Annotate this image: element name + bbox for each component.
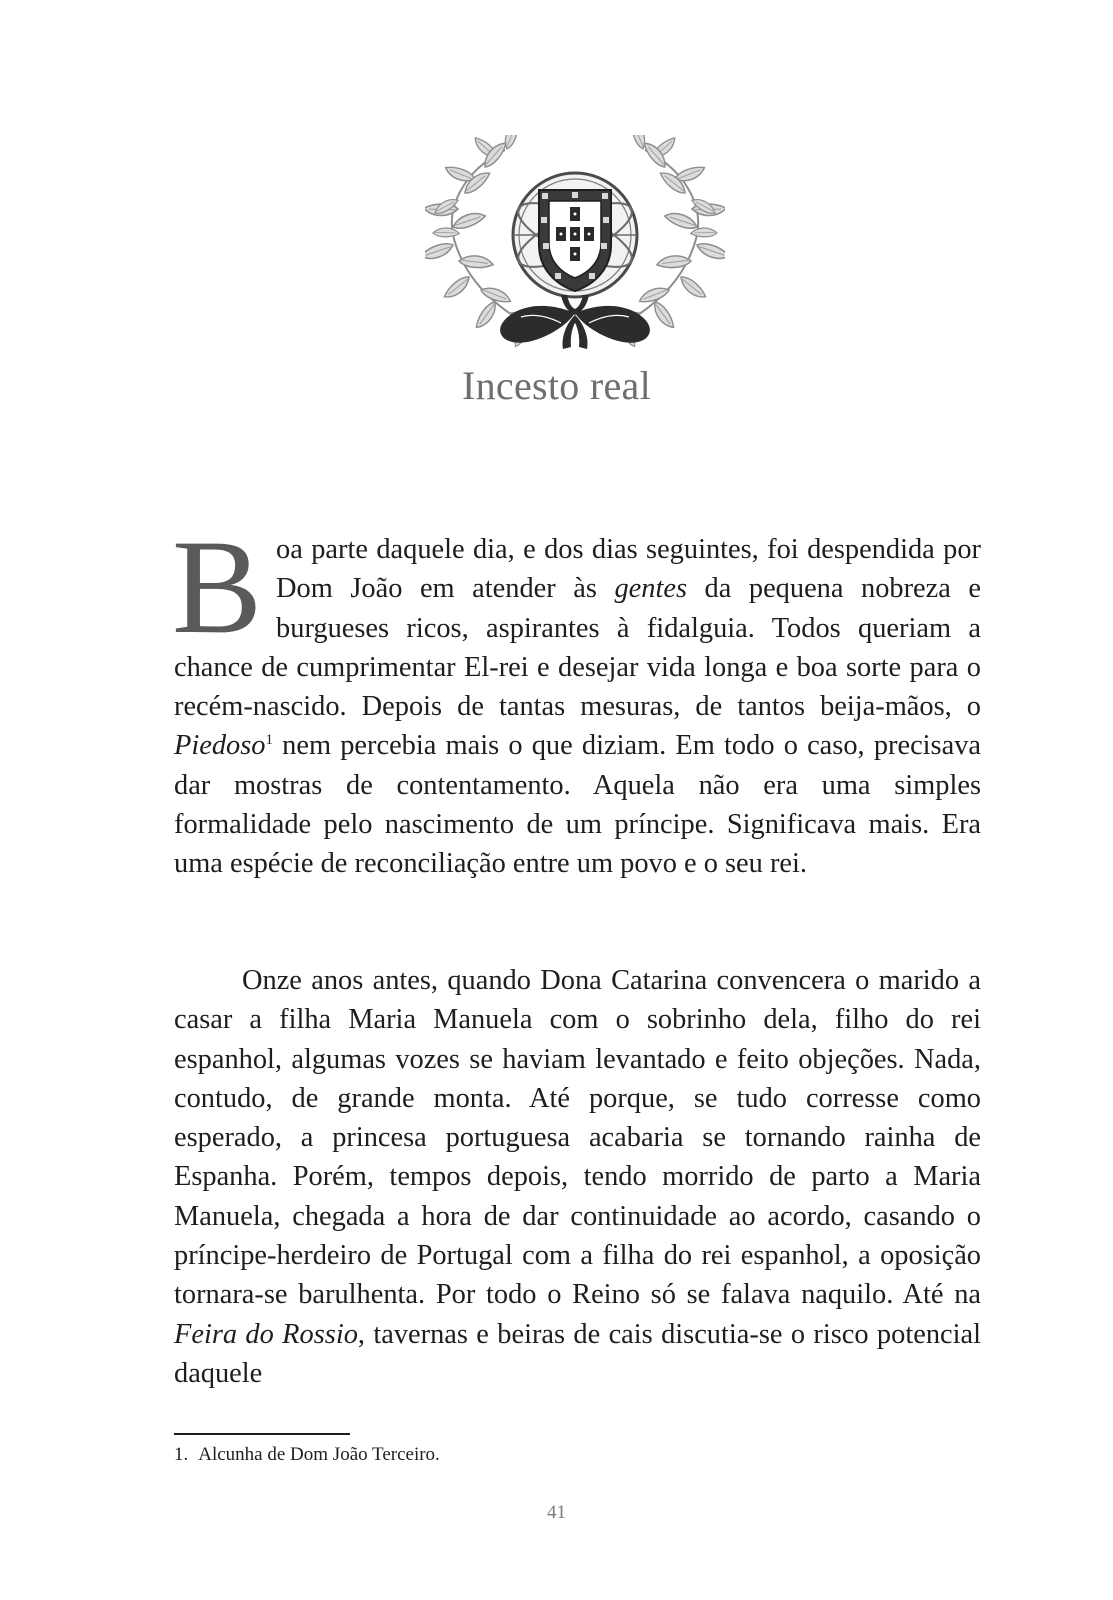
drop-cap-letter: B [172,513,263,662]
chapter-title: Incesto real [461,363,652,408]
italic-term: Feira do Rossio [174,1318,358,1350]
body-paragraph-1 [172,513,982,884]
paragraph-text: Onze anos antes, quando Dona Catarina convencera o marido a casar a filha Maria Manuela com o sobrinho dela, filho do rei espanhol, algumas vozes se haviam levantado e feito objeções. Nada, contudo, de grande monta. Até porque, se tudo corresse como esperado, a princesa portuguesa acabaria se tornando rainha de Espanha. Porém, tempos depois, tendo morrido de parto a Maria Manuela, chegada a hora de dar continuidade ao acordo, casando o príncipe-herdeiro de Portugal com a filha do rei espanhol, a oposição tornara-se barulhenta. Por todo o Reino só se falava naquilo. Até na [174,965,981,1311]
page-number: 41 [547,1502,566,1523]
footnote-divider [174,1433,350,1435]
italic-term: Piedoso [174,730,266,762]
shield-icon [539,190,611,291]
paragraph-text: oa parte daquele dia, e dos dias seguintes, foi despendida por Dom João em atender às [276,534,981,605]
body-paragraph-2 [174,961,981,1393]
footnote-text: Alcunha de Dom João Terceiro. [198,1444,440,1465]
footnote-number: 1. [174,1444,189,1465]
ribbon-bow-icon [500,295,650,349]
footnote [174,1444,440,1466]
paragraph-text: da pequena nobreza e burgueses ricos, aspirantes à fidalguia. Todos queriam a chance de cumprimentar El-rei e desejar vida longa e boa sorte para o recém-nascido. Depois de tantas mesuras, de tantos beija-mãos, o [174,573,982,723]
paragraph-text: nem percebia mais o que diziam. Em todo o caso, precisava dar mostras de contentamento. Aquela não era uma simples formalidade pelo nascimento de um príncipe. Significava mais. Era uma espécie de reconciliação entre um povo e o seu rei. [174,730,981,880]
footnote-reference[interactable]: 1 [265,732,273,749]
paragraph-text: , tavernas e beiras de cais discutia-se o risco potencial daquele [174,1318,981,1389]
italic-term: gentes [614,573,687,605]
coat-of-arms-emblem-icon [425,135,725,360]
